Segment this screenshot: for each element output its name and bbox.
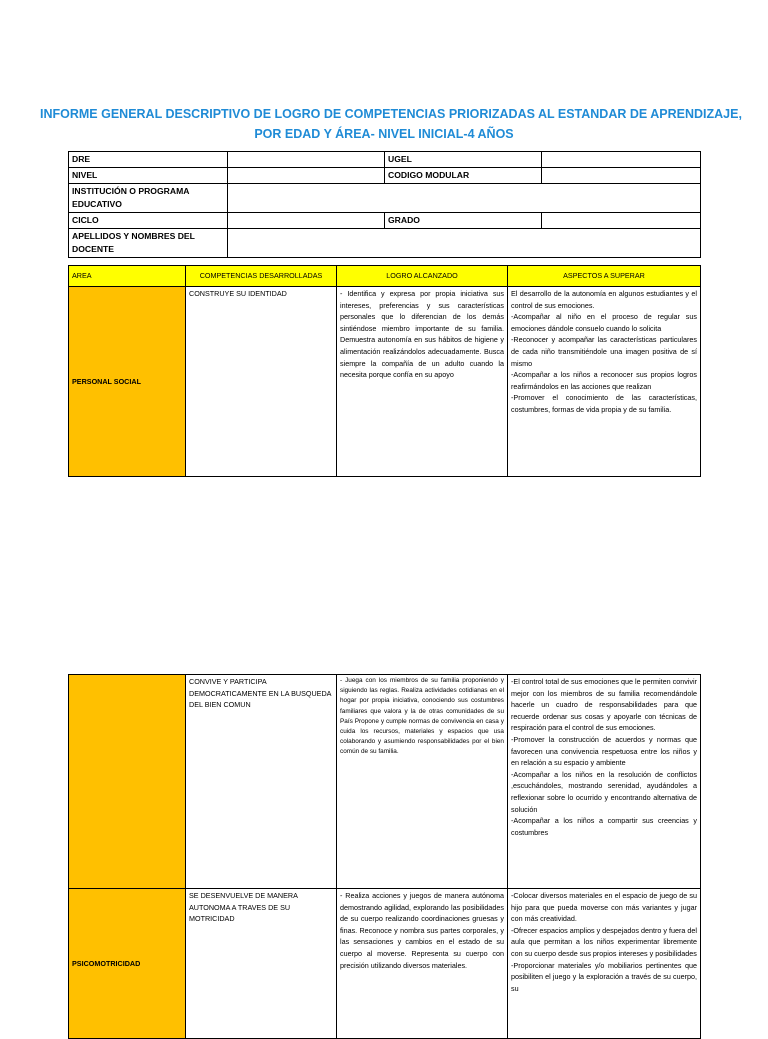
aspecto-item: -Acompañar a los niños a reconocer sus propios logros reafirmándolos en las acciones que realizan (511, 370, 697, 391)
grado-label: GRADO (385, 213, 542, 229)
table-row (69, 675, 701, 889)
col-logro: LOGRO ALCANZADO (337, 266, 508, 287)
aspecto-item: -Promover la construcción de acuerdos y normas que favorecen una convivencia respetuosa entre los niños y en relación a su espacio y ambiente (511, 734, 697, 768)
competencia-cell: CONVIVE Y PARTICIPA DEMOCRATICAMENTE EN LA BUSQUEDA DEL BIEN COMUN (186, 675, 337, 889)
report-title (40, 104, 742, 144)
docente-value[interactable] (228, 229, 701, 258)
aspectos-cell (508, 675, 701, 889)
ugel-value[interactable] (542, 152, 701, 168)
institucion-value[interactable] (228, 184, 701, 213)
aspecto-item: -Promover el conocimiento de las características, costumbres, formas de vida propia y de su familia. (511, 393, 697, 414)
aspecto-item: -Reconocer y acompañar las características particulares de cada niño transmitiéndole una imagen positiva de sí mismo (511, 335, 697, 368)
ciclo-label: CICLO (69, 213, 228, 229)
aspecto-item: -Acompañar a los niños a compartir sus creencias y costumbres (511, 816, 697, 837)
col-area: AREA (69, 266, 186, 287)
ciclo-value[interactable] (228, 213, 385, 229)
aspecto-item: -Acompañar al niño en el proceso de regular sus emociones dándole consuelo cuando lo solicita (511, 312, 697, 333)
col-aspectos: ASPECTOS A SUPERAR (508, 266, 701, 287)
logro-cell: - Identifica y expresa por propia iniciativa sus intereses, preferencias y sus características personales que lo diferencian de los demás sintiéndose miembro importante de su familia. Demuestra autonomía en sus hábitos de higiene y alimentación realizándolos adecuadamente. Busca siempre la compañía de un adulto cuando la necesita porque confía en su apoyo (337, 287, 508, 477)
aspecto-item: -Proporcionar materiales y/o mobiliarios pertinentes que posibiliten el juego y la exploración a través de su cuerpo, su (511, 960, 697, 993)
aspecto-item: -El control total de sus emociones que le permiten convivir mejor con los miembros de su familia recomendándole hacerle un cuadro de responsabilidades para que recuerde ordenar sus cosas y apoyarle con técnicas de respiración para el control de sus emociones. (511, 677, 697, 733)
codigo-modular-value[interactable] (542, 168, 701, 184)
table-row (69, 287, 701, 477)
column-header-row (69, 266, 701, 287)
area-cell: PSICOMOTRICIDAD (69, 889, 186, 1039)
aspecto-item: -Ofrecer espacios amplios y despejados dentro y fuera del aula que permitan a los niños experimentar libremente con su cuerpo desde sus propios intereses y posibilidades (511, 925, 697, 958)
competencies-table-1 (68, 265, 701, 477)
competencia-cell: CONSTRUYE SU IDENTIDAD (186, 287, 337, 477)
report-title-line-2: POR EDAD Y ÁREA- NIVEL INICIAL-4 AÑOS (254, 127, 514, 141)
table-row (69, 889, 701, 1039)
grado-value[interactable] (542, 213, 701, 229)
competencies-table-2 (68, 674, 701, 1039)
competencia-cell: SE DESENVUELVE DE MANERA AUTONOMA A TRAVES DE SU MOTRICIDAD (186, 889, 337, 1039)
institucion-label: INSTITUCIÓN O PROGRAMA EDUCATIVO (69, 184, 228, 213)
aspectos-cell (508, 889, 701, 1039)
nivel-label: NIVEL (69, 168, 228, 184)
aspecto-item: -Acompañar a los niños en la resolución de conflictos ,escuchándoles, mostrando serenidad, ayudándoles a reflexionar sobre lo ocurrido y encontrando alternativa de solución (511, 769, 697, 814)
nivel-value[interactable] (228, 168, 385, 184)
ugel-label: UGEL (385, 152, 542, 168)
logro-cell: - Juega con los miembros de su familia proponiendo y siguiendo las reglas. Realiza actividades cotidianas en el hogar por propia iniciativa, conociendo sus costumbres familiares que valora y la de otras comunidades de su País Propone y cumple normas de convivencia en casa y cuida los recursos, materiales y espacios que usa colaborando y asumiendo responsabilidades por el bien común de su familia. (337, 675, 508, 889)
identification-table (68, 151, 701, 258)
area-cell: PERSONAL SOCIAL (69, 287, 186, 477)
codigo-modular-label: CODIGO MODULAR (385, 168, 542, 184)
area-cell (69, 675, 186, 889)
dre-value[interactable] (228, 152, 385, 168)
aspecto-item: El desarrollo de la autonomía en algunos estudiantes y el control de sus emociones. (511, 289, 697, 310)
aspectos-cell (508, 287, 701, 477)
logro-cell: - Realiza acciones y juegos de manera autónoma demostrando agilidad, explorando las posibilidades de su cuerpo realizando coordinaciones gruesas y finas. Reconoce y nombra sus partes corporales, y las sensaciones y cambios en el estado de su cuerpo al moverse. Representa su cuerpo con precisión utilizando diversos materiales. (337, 889, 508, 1039)
col-competencias: COMPETENCIAS DESARROLLADAS (186, 266, 337, 287)
aspecto-item: -Colocar diversos materiales en el espacio de juego de su hijo para que pueda moverse con más variantes y jugar con más creatividad. (511, 891, 697, 924)
dre-label: DRE (69, 152, 228, 168)
docente-label: APELLIDOS Y NOMBRES DEL DOCENTE (69, 229, 228, 258)
report-title-line-1: INFORME GENERAL DESCRIPTIVO DE LOGRO DE COMPETENCIAS PRIORIZADAS AL ESTANDAR DE APRENDIZAJE, (40, 107, 742, 121)
